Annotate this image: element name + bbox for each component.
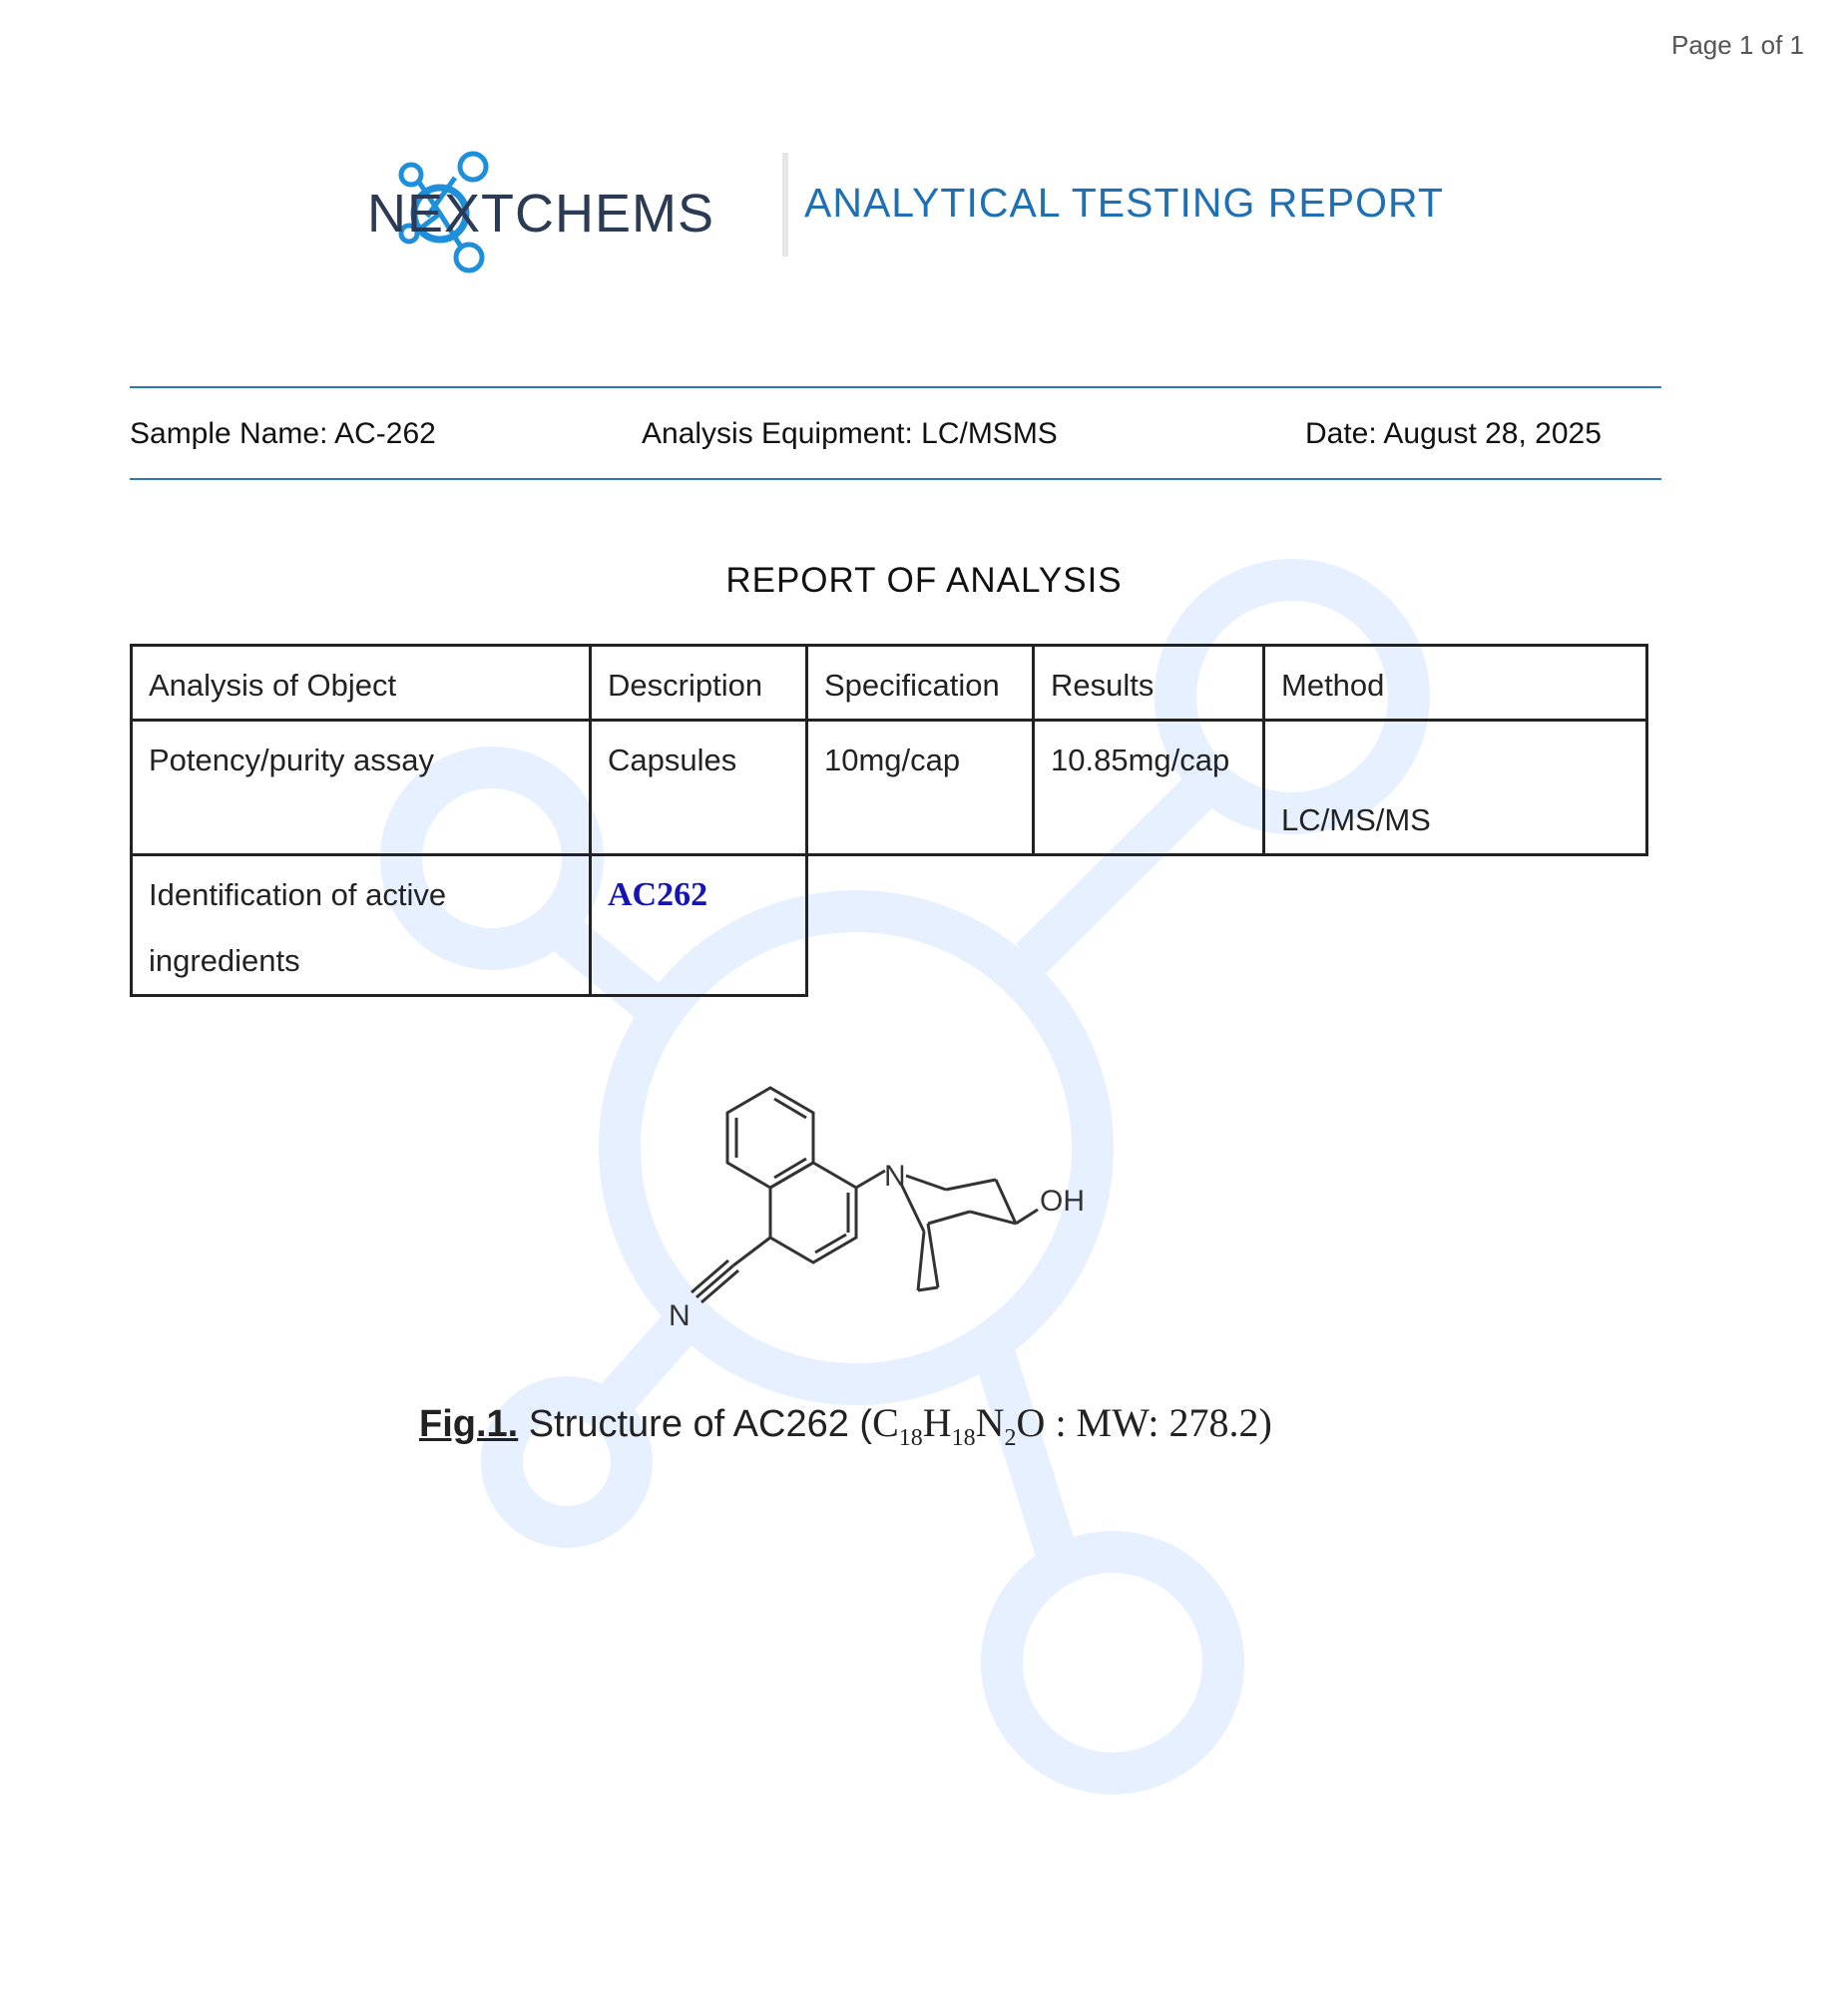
figure-label: Fig.1. [419, 1403, 519, 1445]
analysis-table [130, 644, 1648, 997]
molecular-weight: : MW: 278.2) [1045, 1400, 1272, 1445]
active-ingredient-name: AC262 [591, 855, 807, 996]
brand-text: NEXTCHEMS [367, 184, 715, 244]
table-cell: LC/MS/MS [1264, 721, 1647, 855]
table-header-row [132, 646, 1647, 721]
column-header: Method [1264, 646, 1647, 721]
table-cell: Capsules [591, 721, 807, 855]
report-date: Date: August 28, 2025 [1305, 417, 1602, 450]
column-header: Description [591, 646, 807, 721]
nextchems-logo [361, 150, 780, 279]
amine-label: N [884, 1160, 906, 1193]
title-divider [782, 153, 788, 256]
row-label-line: Identification of active [149, 877, 447, 912]
hydroxyl-label: OH [1040, 1185, 1085, 1218]
column-header: Results [1034, 646, 1264, 721]
nitrile-label: N [669, 1299, 691, 1332]
bottom-rule [130, 478, 1661, 480]
section-title: REPORT OF ANALYSIS [725, 561, 1123, 600]
sample-name: Sample Name: AC-262 [130, 417, 436, 450]
table-cell [132, 855, 591, 996]
column-header: Specification [807, 646, 1034, 721]
figure-caption [419, 1399, 1272, 1452]
table-cell: Potency/purity assay [132, 721, 591, 855]
table-cell: 10.85mg/cap [1034, 721, 1264, 855]
molecular-formula: $C_{18}H_{18}N_2O$ : MW: 278.2) [872, 1400, 1272, 1451]
table-row [132, 855, 1647, 996]
page-number: Page 1 of 1 [1671, 30, 1804, 60]
table-row [132, 721, 1647, 855]
report-title: ANALYTICAL TESTING REPORT [804, 180, 1444, 226]
caption-text: Structure of AC262 ( [518, 1403, 873, 1445]
top-rule [130, 386, 1661, 388]
table-cell: 10mg/cap [807, 721, 1034, 855]
chemical-structure-icon [639, 1078, 1157, 1377]
column-header: Analysis of Object [132, 646, 591, 721]
analysis-equipment: Analysis Equipment: LC/MSMS [642, 417, 1058, 450]
row-label-line: ingredients [149, 943, 300, 978]
